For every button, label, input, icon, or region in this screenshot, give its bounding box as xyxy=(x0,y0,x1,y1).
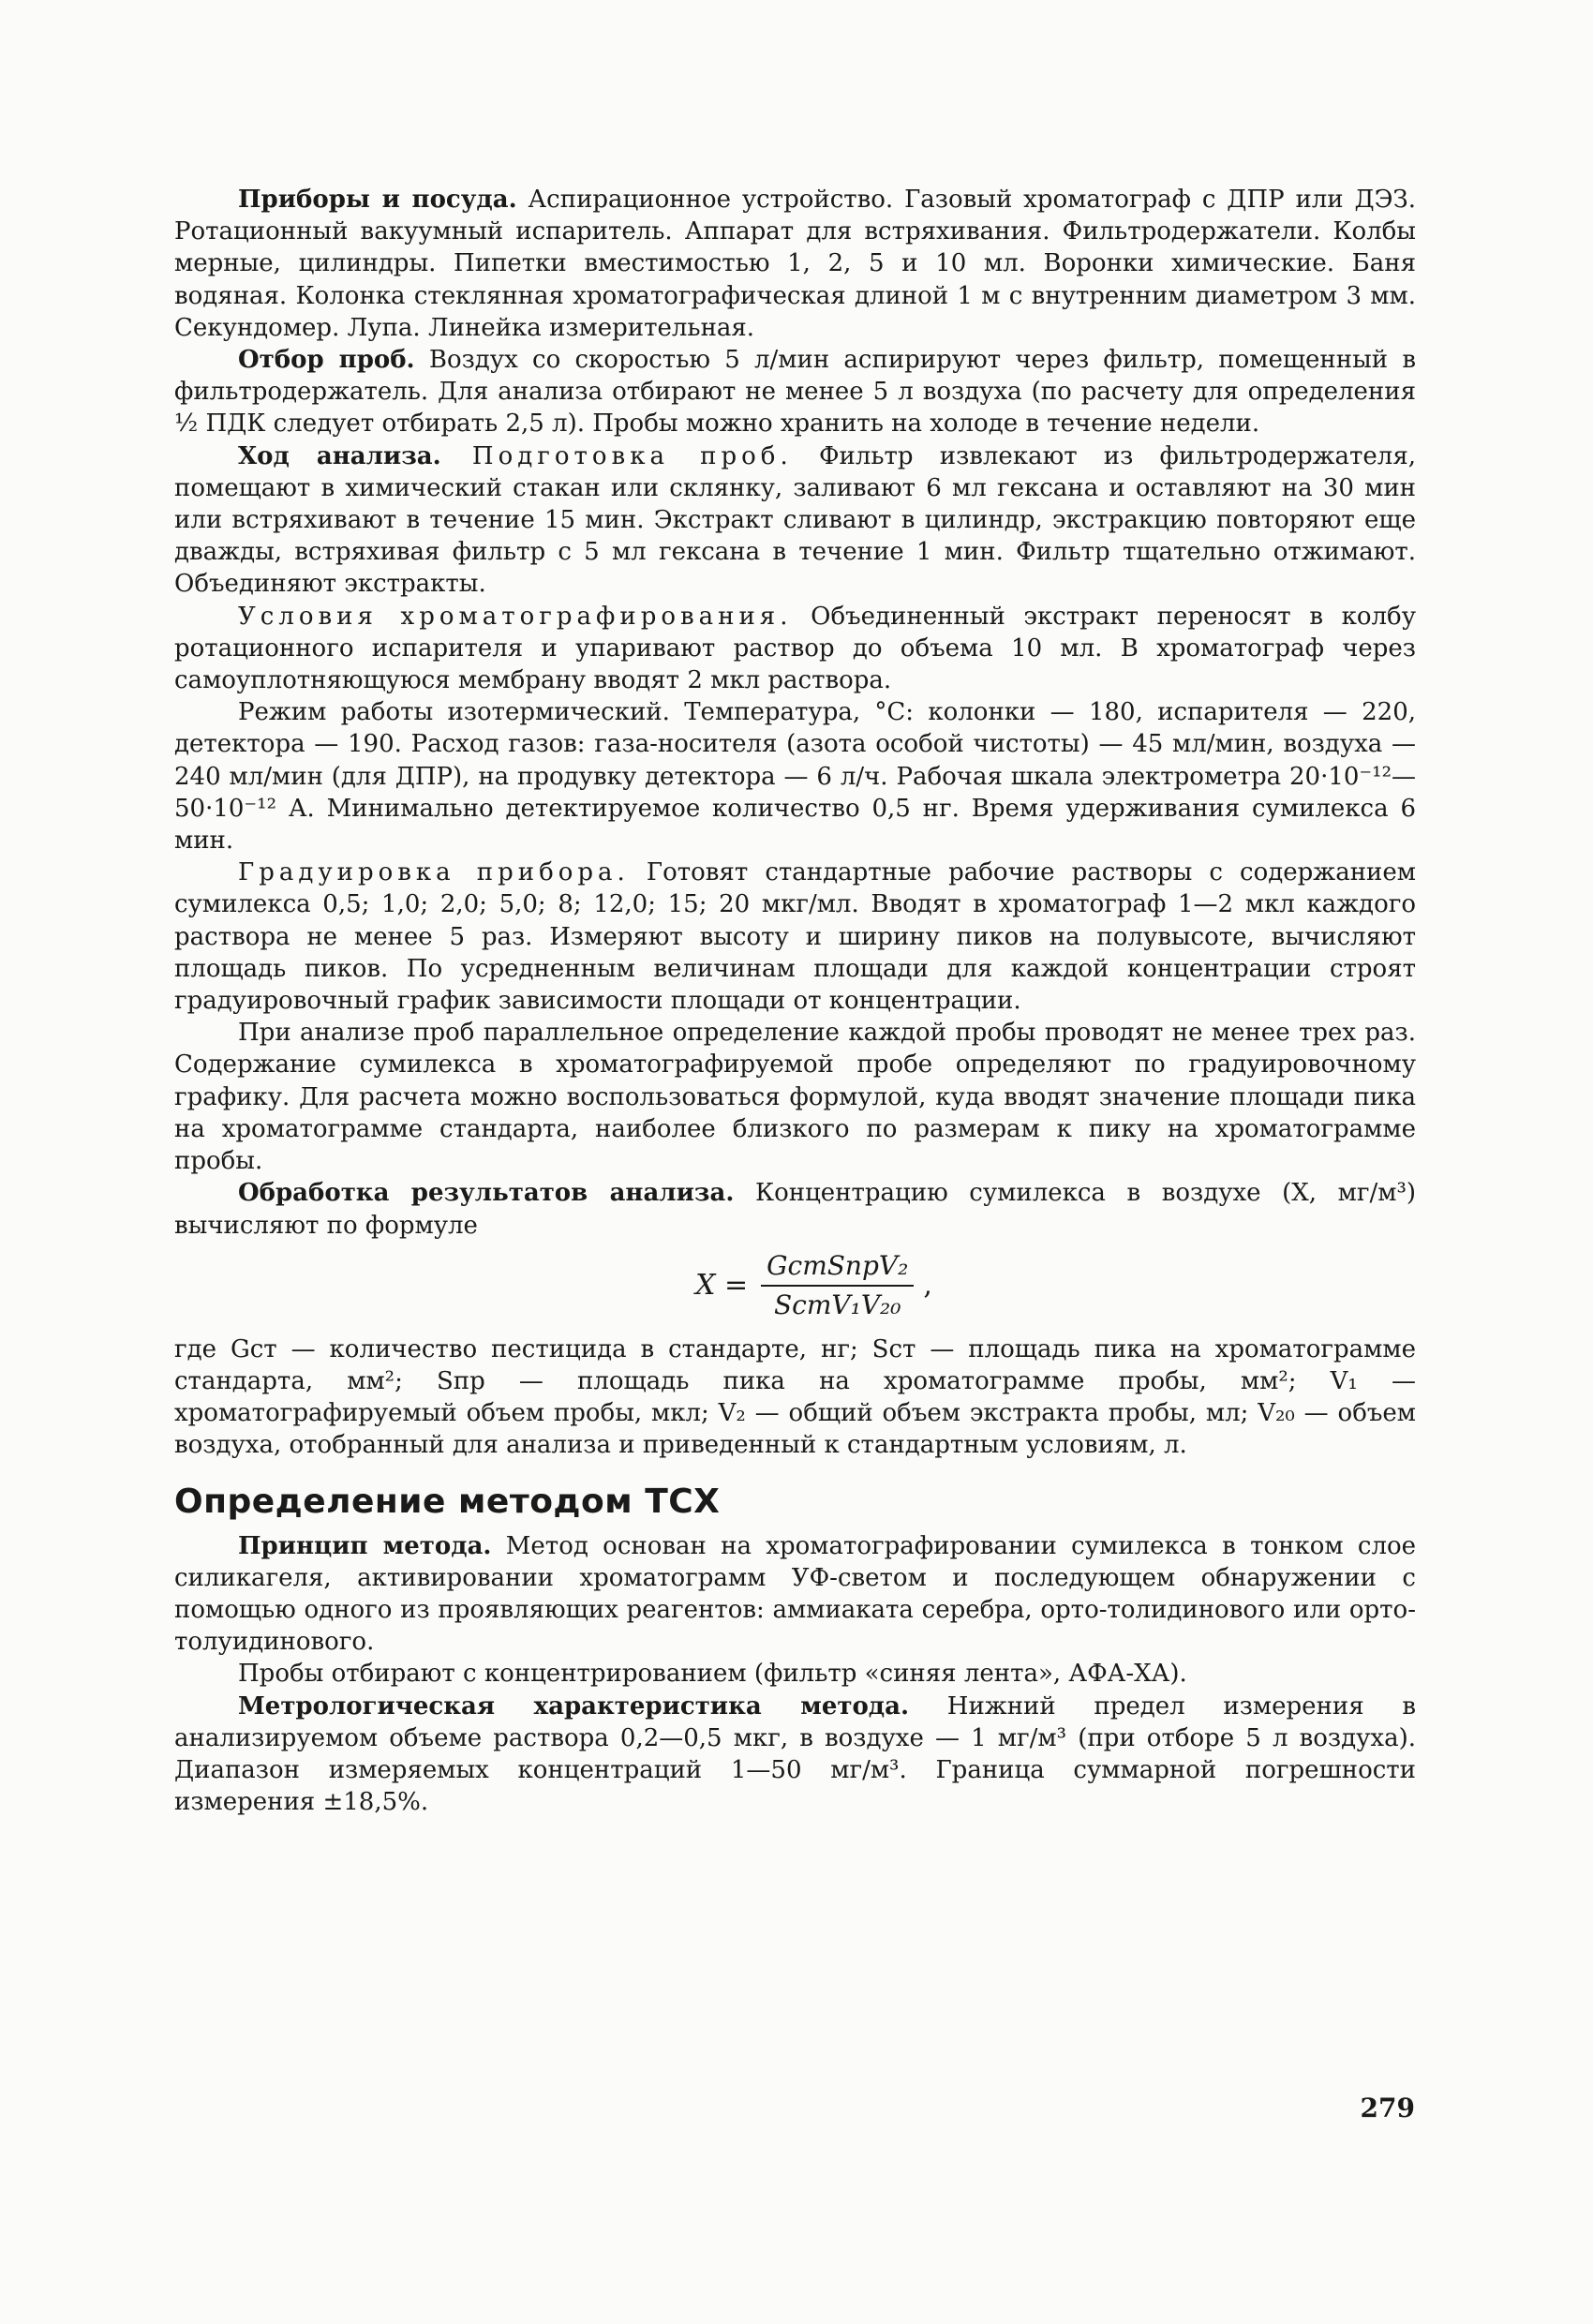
paragraph-metrology xyxy=(174,1691,1416,1819)
paragraph-sampling-tlc xyxy=(174,1658,1416,1690)
text-sampling-tlc: Пробы отбирают с концентрированием (фильтр «синяя лента», АФА-ХА). xyxy=(238,1660,1187,1689)
text-equipment: Аспирационное устройство. Газовый хроматограф с ДПР или ДЭЗ. Ротационный вакуумный испаритель. Аппарат для встряхивания. Фильтродержатели. Колбы мерные, цилиндры. Пипетки вместимостью 1, 2, 5 и 10 мл. Воронки химические. Баня водяная. Колонка стеклянная хроматографическая длиной 1 м с внутренним диаметром 3 мм. Секундомер. Лупа. Линейка измерительная. xyxy=(174,186,1417,342)
formula-fraction xyxy=(761,1247,914,1324)
text-metrology: Нижний предел измерения в анализируемом объеме раствора 0,2—0,5 мкг, в воздухе — 1 мг/м³ (при отборе 5 л воздуха). Диапазон измеряемых концентраций 1—50 мг/м³. Граница суммарной погрешности измерения ±18,5%. xyxy=(174,1691,1416,1817)
formula-numerator: GстSпрV₂ xyxy=(767,1249,909,1281)
paragraph-results xyxy=(174,1177,1416,1241)
lead-equipment: Приборы и посуда. xyxy=(238,186,517,214)
lead-principle: Принцип метода. xyxy=(238,1531,492,1560)
formula-denominator: SстV₁V₂₀ xyxy=(773,1289,901,1320)
text-calibration: Готовят стандартные рабочие растворы с содержанием сумилекса 0,5; 1,0; 2,0; 5,0; 8; 12,0; 15; 20 мкг/мл. Вводят в хроматограф 1—2 мкл каждого раствора не менее 5 раз. Измеряют высоту и ширину пиков на полувысоте, вычисляют площадь пиков. По усредненным величинам площади для каждой концентрации строят градуировочный график зависимости площади от концентрации. xyxy=(174,858,1416,1016)
paragraph-equipment xyxy=(174,184,1416,344)
lead-metrology: Метрологическая характеристика метода. xyxy=(238,1691,910,1721)
paragraph-analysis-course xyxy=(174,440,1416,601)
text-parallel-analysis: При анализе проб параллельное определение каждой пробы проводят не менее трех раз. Содержание сумилекса в хроматографируемой пробе определяют по градуировочному графику. Для расчета можно воспользоваться формулой, куда вводят значение площади пика на хроматограмме стандарта, наиболее близкого по размерам к пику на хроматограмме пробы. xyxy=(174,1019,1416,1176)
paragraph-chromatography-conditions xyxy=(174,601,1416,697)
page-content xyxy=(174,184,1416,1818)
subhead-sample-prep: Подготовка проб. xyxy=(440,441,793,470)
subhead-conditions: Условия хроматографирования. xyxy=(238,602,793,631)
paragraph-sampling xyxy=(174,344,1416,440)
formula-lhs: X = xyxy=(695,1269,749,1303)
text-results: Концентрацию сумилекса в воздухе (X, мг/м³) вычисляют по формуле xyxy=(174,1179,1417,1240)
section-title: Определение методом ТСХ xyxy=(174,1482,721,1521)
paragraph-principle xyxy=(174,1530,1416,1659)
lead-sampling: Отбор проб. xyxy=(238,346,415,375)
text-analysis-course: Фильтр извлекают из фильтродержателя, помещают в химический стакан или склянку, заливают 6 мл гексана и оставляют на 30 мин или встряхивают в течение 15 мин. Экстракт сливают в цилиндр, экстракцию повторяют еще дважды, встряхивая фильтр с 5 мл гексана в течение 1 мин. Фильтр тщательно отжимают. Объединяют экстракты. xyxy=(174,441,1416,599)
lead-analysis-course: Ход анализа. xyxy=(238,441,441,470)
text-sampling: Воздух со скоростью 5 л/мин аспирируют через фильтр, помещенный в фильтродержатель. Для анализа отбирают не менее 5 л воздуха (по расчету для определения ½ ПДК следует отбирать 2,5 л). Пробы можно хранить на холоде в течение недели. xyxy=(174,346,1416,439)
paragraph-calibration xyxy=(174,857,1416,1017)
text-principle: Метод основан на хроматографировании сумилекса в тонком слое силикагеля, активировании хроматограмм УФ-светом и последующем обнаружении с помощью одного из проявляющих реагентов: аммиаката серебра, орто-толидинового или орто-толуидинового. xyxy=(174,1531,1416,1657)
text-where: где Gст — количество пестицида в стандарте, нг; Sст — площадь пика на хроматограмме стандарта, мм²; Sпр — площадь пика на хроматограмме пробы, мм²; V₁ — хроматографируемый объем пробы, мкл; V₂ — общий объем экстракта пробы, мл; V₂₀ — объем воздуха, отобранный для анализа и приведенный к стандартным условиям, л. xyxy=(174,1334,1416,1460)
subhead-calibration: Градуировка прибора. xyxy=(238,858,630,887)
formula-trail: , xyxy=(923,1269,932,1303)
concentration-formula xyxy=(212,1247,1416,1324)
lead-results: Обработка результатов анализа. xyxy=(238,1179,735,1208)
paragraph-where xyxy=(174,1333,1416,1462)
page-number: 279 xyxy=(1360,2093,1415,2123)
text-conditions: Объединенный экстракт переносят в колбу ротационного испарителя и упаривают раствор до объема 10 мл. В хроматограф через самоуплотняющуюся мембрану вводят 2 мкл раствора. xyxy=(174,602,1416,695)
text-operating-mode: Режим работы изотермический. Температура, °С: колонки — 180, испарителя — 220, детектора — 190. Расход газов: газа-носителя (азота особой чистоты) — 45 мл/мин, воздуха — 240 мл/мин (для ДПР), на продувку детектора — 6 л/ч. Рабочая шкала электрометра 20·10⁻¹²—50·10⁻¹² А. Минимально детектируемое количество 0,5 нг. Время удерживания сумилекса 6 мин. xyxy=(174,698,1416,856)
paragraph-parallel-analysis xyxy=(174,1017,1416,1177)
paragraph-operating-mode xyxy=(174,696,1416,857)
